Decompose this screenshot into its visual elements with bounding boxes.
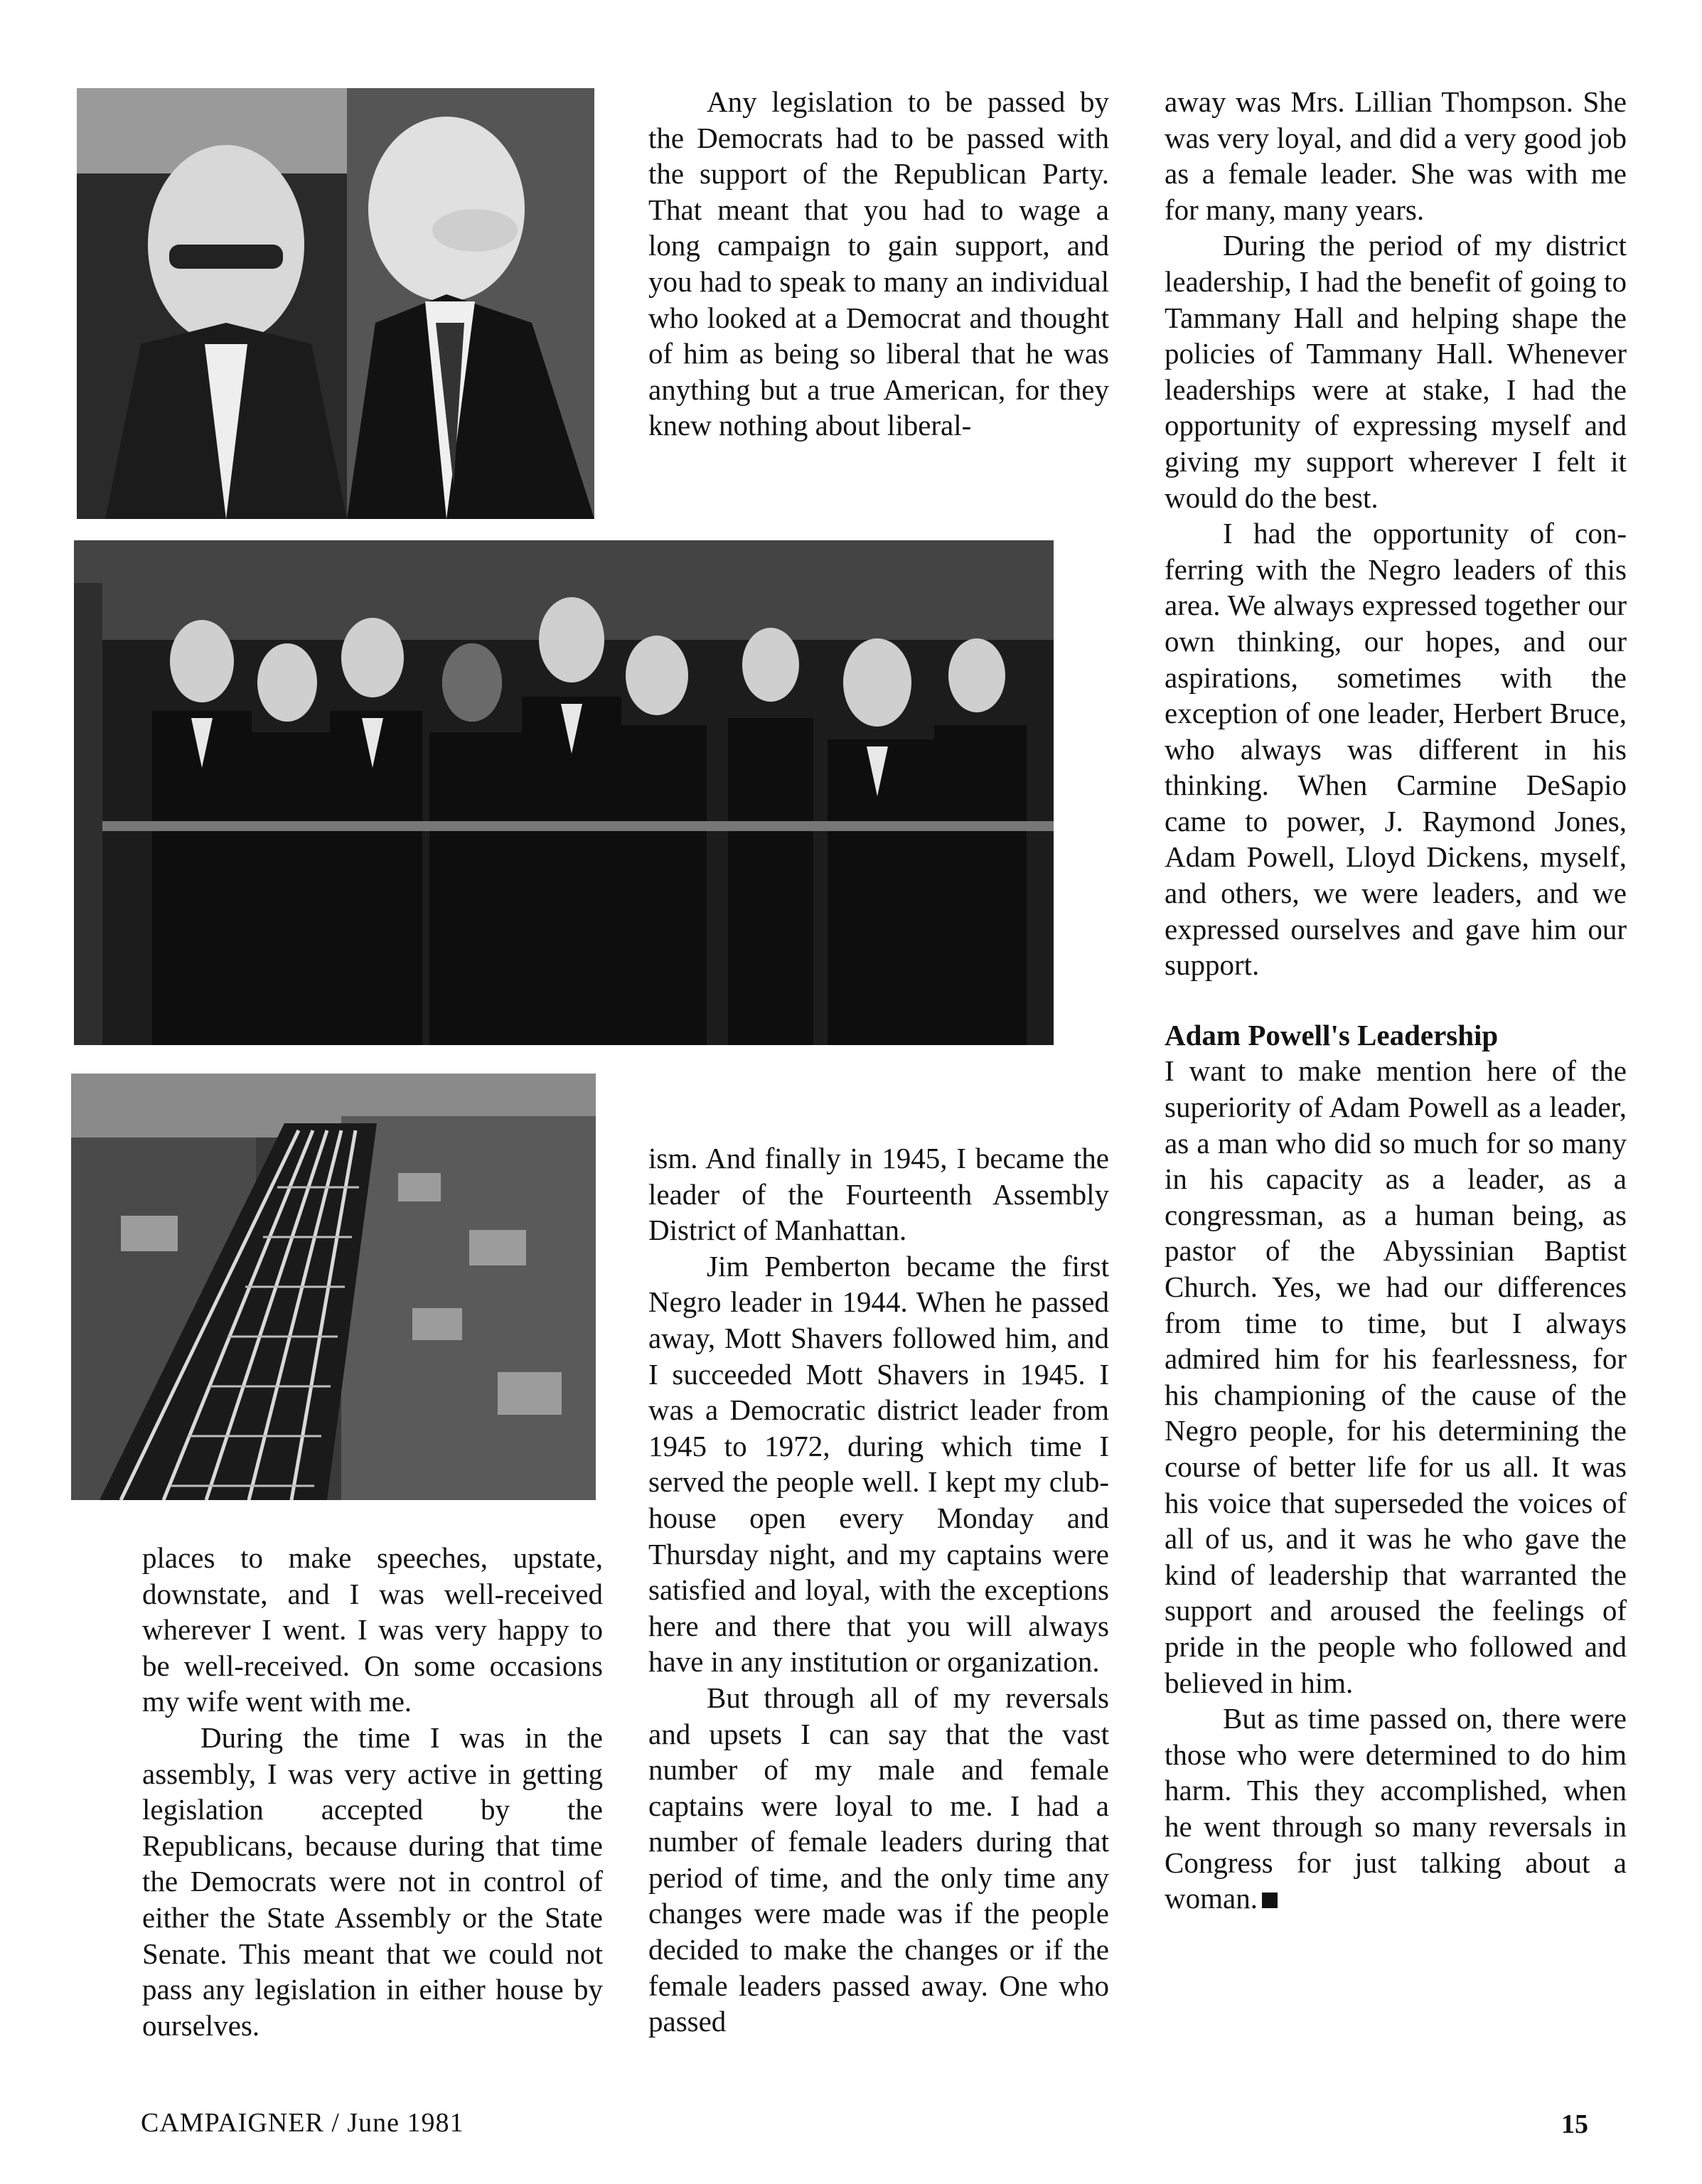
publication-footer: CAMPAIGNER / June 1981 (141, 2108, 464, 2138)
paragraph: away was Mrs. Lillian Thompson. She was very loyal, and did a very good job as a female leader. She was with me for many, many years. (1165, 85, 1627, 226)
paragraph: But through all of my reversals and upsets I can say that the vast number of my male and female captains were loyal to me. I had a number of female leaders during that period of time, and the only time any changes were made was if the people decided to make the changes or if the female leaders passed away. One who passed (648, 1681, 1109, 2038)
paragraph: I had the opportunity of conferring with the Negro leaders of this area. We always expressed together our own thinking, our hopes, and our aspirations, sometimes with the exception of one leader, Herbert Bruce, who always was different in his thinking. When Carmine DeSapio came to power, J. Raymond Jones, Adam Powell, Lloyd Dickens, myself, and others, we were leaders, and we expressed ourselves and gave him our support. (1165, 517, 1627, 982)
paragraph: I want to make mention here of the superiority of Adam Powell as a leader, as a man who did so much for so many in his capacity as a leader, as a congressman, as a human being, as pastor of the Abyssinian Baptist Church. Yes, we had our differences from time to time, but I always admired him for his fearlessness, for his championing of the cause of the Negro people, for his determining the course of better life for us all. It was his voice that superseded the voices of all of us, and it was he who gave the kind of leadership that warranted the support and aroused the feelings of pride in the people who followed and believed in him. (1165, 1054, 1627, 1699)
paragraph-text: But as time passed on, there were those who were determined to do him harm. This they accomplished, when he went through so many reversals in Congress for just talking about a woman. (1165, 1702, 1627, 1915)
paragraph: ism. And finally in 1945, I became the leader of the Fourteenth Assembly District of Manhattan. (648, 1142, 1109, 1247)
end-of-article-mark (1262, 1893, 1278, 1908)
paragraph: Any legislation to be passed by the Democrats had to be passed with the support of the Republican Party. That meant that you had to wage a long campaign to gain support, and you had to speak to many an individual who looked at a Democrat and thought of him as being so liberal that he was anything but a true American, for they knew nothing about liberal- (648, 85, 1109, 442)
ribbon-cutting-group-photo (74, 540, 1054, 1045)
text-column-bottom-middle (648, 1140, 1109, 2040)
section-heading: Adam Powell's Leadership (1165, 1018, 1499, 1051)
text-column-right (1165, 84, 1627, 1917)
text-column-top-middle (648, 84, 1109, 444)
two-men-portrait-photo (77, 88, 594, 519)
paragraph: Jim Pemberton became the first Negro leader in 1944. When he passed away, Mott Shavers followed him, and I succeeded Mott Shavers in 1945. I was a Democratic district leader from 1945 to 1972, during which time I served the people well. I kept my clubhouse open every Monday and Thursday night, and my captains were satisfied and loyal, with the exceptions here and there that you will always have in any institution or organization. (648, 1249, 1109, 1679)
paragraph: places to make speeches, upstate, downstate, and I was well-received wherever I went. I was very happy to be well-received. On some occasions my wife went with me. (142, 1541, 603, 1718)
page-number: 15 (1561, 2109, 1588, 2139)
paragraph: During the period of my district leadership, I had the benefit of going to Tammany Hall and helping shape the policies of Tammany Hall. Whenever leaderships were at stake, I had the opportunity of expressing myself and giving my support wherever I felt it would do the best. (1165, 229, 1627, 514)
elevated-railway-aerial-photo (71, 1074, 596, 1500)
text-column-bottom-left (142, 1540, 603, 2043)
paragraph (1165, 1701, 1627, 1917)
paragraph: During the time I was in the assembly, I was very active in getting legislation accepted by the Republicans, because during that time the Democrats were not in control of either the State Assembly or the State Senate. This meant that we could not pass any legislation in either house by ourselves. (142, 1720, 603, 2042)
